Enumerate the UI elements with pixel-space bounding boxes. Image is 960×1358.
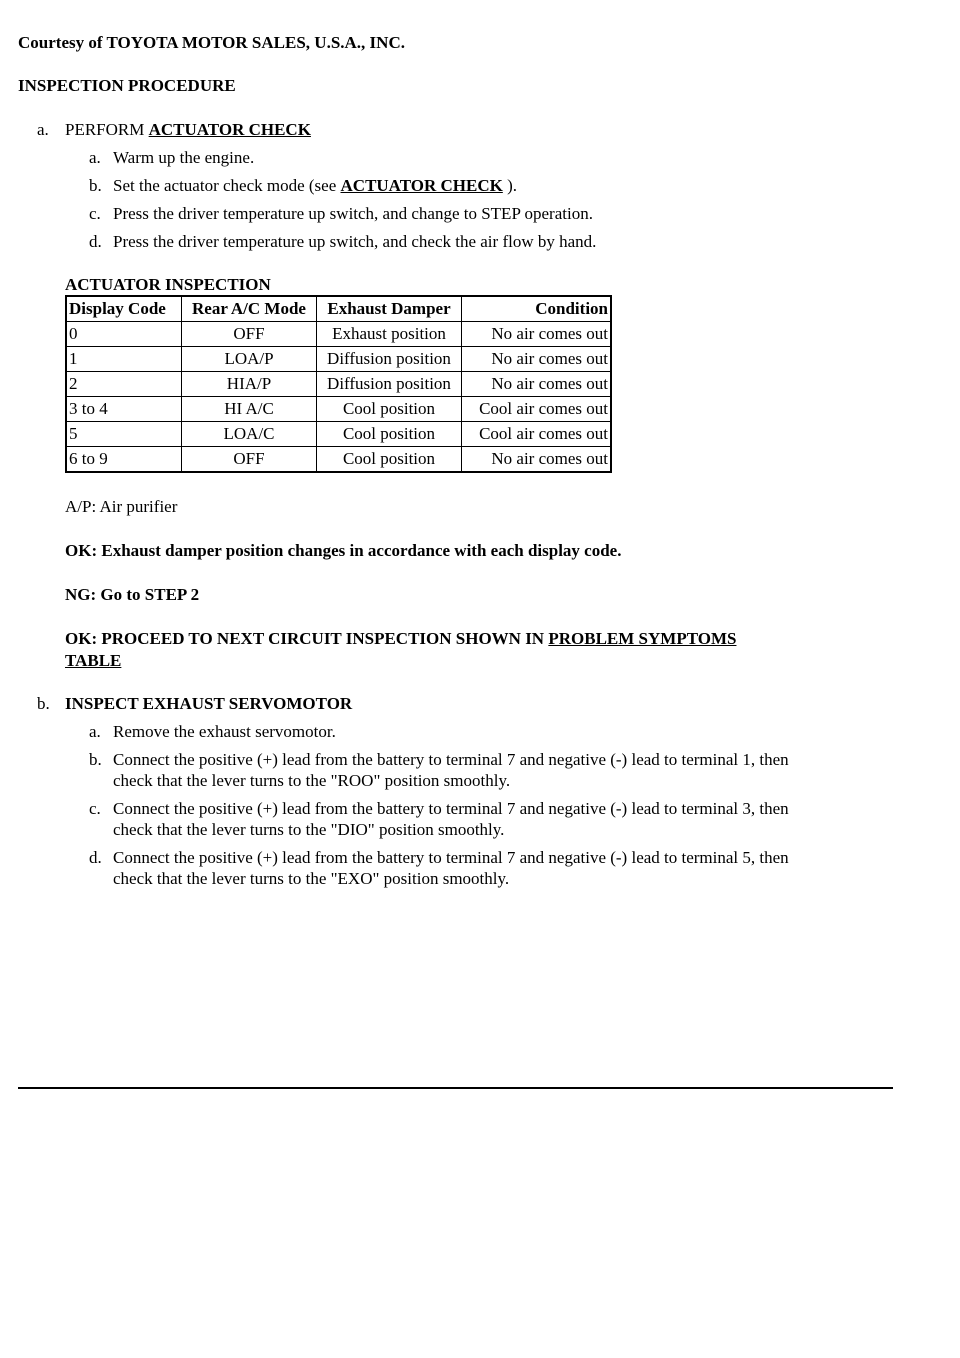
cell-rear-ac-mode: LOA/P bbox=[182, 347, 317, 372]
step-b-substep-b-marker: b. bbox=[89, 750, 102, 769]
cell-display-code: 2 bbox=[66, 372, 182, 397]
cell-exhaust-damper: Diffusion position bbox=[317, 347, 462, 372]
table-row bbox=[66, 422, 611, 447]
step-b-substep-d-marker: d. bbox=[89, 848, 102, 867]
substep-a-marker: a. bbox=[89, 148, 101, 167]
table-row bbox=[66, 397, 611, 422]
actuator-inspection-table bbox=[65, 295, 612, 473]
cell-display-code: 3 to 4 bbox=[66, 397, 182, 422]
substep-b-marker: b. bbox=[89, 176, 102, 195]
substep-a-text: Warm up the engine. bbox=[113, 148, 255, 167]
col-header-rear-ac-mode: Rear A/C Mode bbox=[182, 296, 317, 322]
problem-symptoms-table-link-line2[interactable]: TABLE bbox=[65, 651, 122, 670]
table-header-row bbox=[66, 296, 611, 322]
cell-condition: No air comes out bbox=[462, 322, 612, 347]
cell-exhaust-damper: Exhaust position bbox=[317, 322, 462, 347]
substep-b-pre: Set the actuator check mode (see bbox=[113, 176, 341, 195]
ok-proceed-prefix: OK: PROCEED TO NEXT CIRCUIT INSPECTION SHOWN IN bbox=[65, 629, 549, 648]
footer-divider bbox=[18, 1087, 893, 1089]
actuator-check-link[interactable]: ACTUATOR CHECK bbox=[148, 120, 311, 139]
ok-result-text: OK: Exhaust damper position changes in accordance with each display code. bbox=[65, 541, 622, 560]
step-b-substep-b-line1: Connect the positive (+) lead from the battery to terminal 7 and negative (-) lead to terminal 1, then bbox=[113, 750, 789, 769]
step-b-substep-d-line1: Connect the positive (+) lead from the battery to terminal 7 and negative (-) lead to terminal 5, then bbox=[113, 848, 789, 867]
step-b-marker: b. bbox=[37, 694, 50, 713]
step-b-substep-d-line2: check that the lever turns to the "EXO" position smoothly. bbox=[113, 869, 510, 888]
cell-exhaust-damper: Cool position bbox=[317, 422, 462, 447]
cell-rear-ac-mode: HIA/P bbox=[182, 372, 317, 397]
substep-c-text: Press the driver temperature up switch, and change to STEP operation. bbox=[113, 204, 593, 223]
substep-d-marker: d. bbox=[89, 232, 102, 251]
table-title: ACTUATOR INSPECTION bbox=[65, 275, 271, 294]
cell-condition: Cool air comes out bbox=[462, 422, 612, 447]
cell-exhaust-damper: Cool position bbox=[317, 397, 462, 422]
cell-rear-ac-mode: OFF bbox=[182, 447, 317, 473]
table-row bbox=[66, 322, 611, 347]
cell-rear-ac-mode: HI A/C bbox=[182, 397, 317, 422]
step-a-marker: a. bbox=[37, 120, 49, 139]
actuator-check-link-2[interactable]: ACTUATOR CHECK bbox=[340, 176, 503, 195]
step-b-substep-a-marker: a. bbox=[89, 722, 101, 741]
substep-b-text bbox=[113, 176, 517, 196]
substep-b-post: ). bbox=[502, 176, 517, 195]
step-b-title: INSPECT EXHAUST SERVOMOTOR bbox=[65, 694, 353, 713]
note-air-purifier: A/P: Air purifier bbox=[65, 497, 178, 516]
section-title: INSPECTION PROCEDURE bbox=[18, 76, 236, 95]
cell-display-code: 1 bbox=[66, 347, 182, 372]
table-row bbox=[66, 347, 611, 372]
cell-exhaust-damper: Cool position bbox=[317, 447, 462, 473]
step-a-heading bbox=[65, 120, 311, 140]
cell-condition: No air comes out bbox=[462, 447, 612, 473]
col-header-exhaust-damper: Exhaust Damper bbox=[317, 296, 462, 322]
ok-proceed-text bbox=[65, 629, 736, 649]
ng-result-text: NG: Go to STEP 2 bbox=[65, 585, 200, 604]
step-b-substep-c-marker: c. bbox=[89, 799, 101, 818]
step-b-substep-b-line2: check that the lever turns to the "ROO" position smoothly. bbox=[113, 771, 511, 790]
cell-exhaust-damper: Diffusion position bbox=[317, 372, 462, 397]
cell-display-code: 5 bbox=[66, 422, 182, 447]
col-header-condition: Condition bbox=[462, 296, 612, 322]
cell-display-code: 6 to 9 bbox=[66, 447, 182, 473]
step-b-substep-c-line1: Connect the positive (+) lead from the battery to terminal 7 and negative (-) lead to terminal 3, then bbox=[113, 799, 789, 818]
problem-symptoms-table-link[interactable]: PROBLEM SYMPTOMS bbox=[548, 629, 737, 648]
col-header-display-code: Display Code bbox=[66, 296, 182, 322]
step-b-substep-c-line2: check that the lever turns to the "DIO" position smoothly. bbox=[113, 820, 505, 839]
step-b-substep-a-text: Remove the exhaust servomotor. bbox=[113, 722, 336, 741]
cell-condition: No air comes out bbox=[462, 372, 612, 397]
substep-c-marker: c. bbox=[89, 204, 101, 223]
substep-d-text: Press the driver temperature up switch, and check the air flow by hand. bbox=[113, 232, 597, 251]
table-row bbox=[66, 372, 611, 397]
cell-rear-ac-mode: LOA/C bbox=[182, 422, 317, 447]
ok-proceed-line2 bbox=[65, 651, 121, 671]
cell-condition: Cool air comes out bbox=[462, 397, 612, 422]
cell-condition: No air comes out bbox=[462, 347, 612, 372]
table-row bbox=[66, 447, 611, 473]
cell-rear-ac-mode: OFF bbox=[182, 322, 317, 347]
courtesy-line: Courtesy of TOYOTA MOTOR SALES, U.S.A., INC. bbox=[18, 33, 405, 52]
cell-display-code: 0 bbox=[66, 322, 182, 347]
step-a-prefix: PERFORM bbox=[65, 120, 149, 139]
